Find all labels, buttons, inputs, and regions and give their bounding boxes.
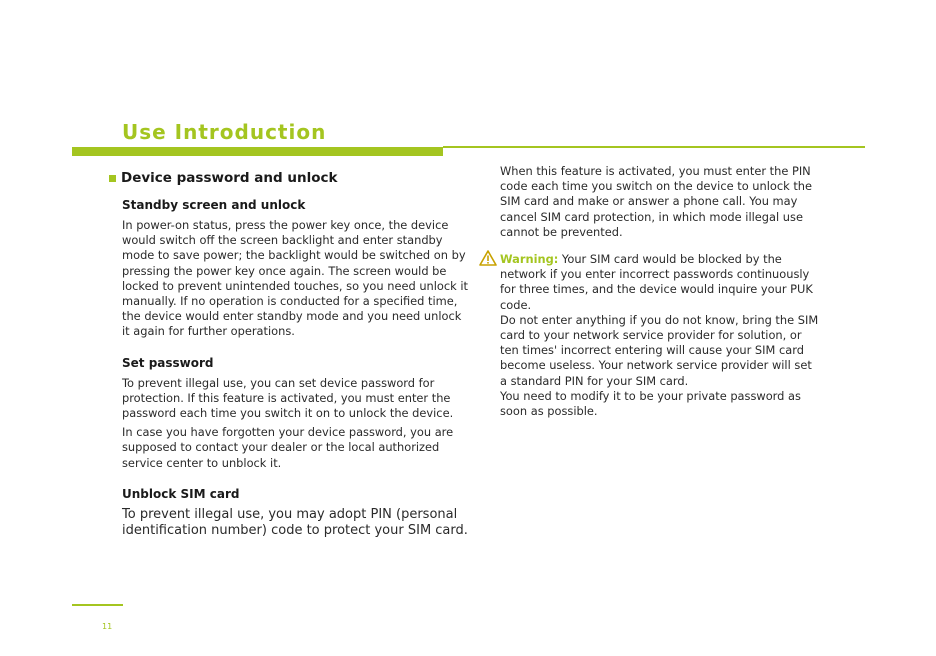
set-password-heading: Set password <box>122 355 214 370</box>
header-rule-thin <box>443 146 865 148</box>
page-title: Use Introduction <box>122 120 327 144</box>
warning-icon <box>479 250 497 266</box>
set-password-text-2: In case you have forgotten your device password, you are supposed to contact your dealer or the local authorized service center to unblock it. <box>122 425 454 470</box>
standby-heading: Standby screen and unlock <box>122 198 306 212</box>
header-rule-thick <box>72 147 443 156</box>
warning-text-block <box>500 252 820 313</box>
section-heading <box>109 170 337 186</box>
right-column <box>500 164 820 419</box>
modify-text: You need to modify it to be your private password as soon as possible. <box>500 388 801 419</box>
set-password-text-1: To prevent illegal use, you can set device password for protection. If this feature is activated, you must enter the password each time you switch it on to unlock the device. <box>122 375 454 421</box>
pin-intro-text: When this feature is activated, you must enter the PIN code each time you switch on the device to unlock the SIM card and make or answer a phone call. You may cancel SIM card protection, in which mode illegal use cannot be prevented. <box>500 164 813 239</box>
advice-text: Do not enter anything if you do not know, bring the SIM card to your network service provider for solution, or ten times' incorrect entering will cause your SIM card become useless. Your network service provider will set a standard PIN for your SIM card. <box>500 312 819 388</box>
unblock-sim-text: To prevent illegal use, you may adopt PIN (personal identification number) code to protect your SIM card. <box>122 506 468 539</box>
warning-text: Your SIM card would be blocked by the network if you enter incorrect passwords continuously for three times, and the device would inquire your PUK code. <box>500 252 813 312</box>
left-column <box>122 198 472 539</box>
square-bullet-icon <box>109 175 116 182</box>
unblock-sim-heading: Unblock SIM card <box>122 486 240 501</box>
warning-block <box>500 252 820 313</box>
standby-text: In power-on status, press the power key once, the device would switch off the screen backlight and enter standby mode to save power; the backlight would be switched on by pressing the power key once again. The screen would be locked to prevent unintended touches, so you need unlock it manually. If no operation is conducted for a specified time, the device would enter standby mode and you need unlock it again for further operations. <box>122 218 468 339</box>
page-number: 11 <box>102 622 113 631</box>
section-title: Device password and unlock <box>121 170 338 186</box>
footer-line <box>72 604 123 606</box>
warning-label: Warning: <box>500 252 559 267</box>
